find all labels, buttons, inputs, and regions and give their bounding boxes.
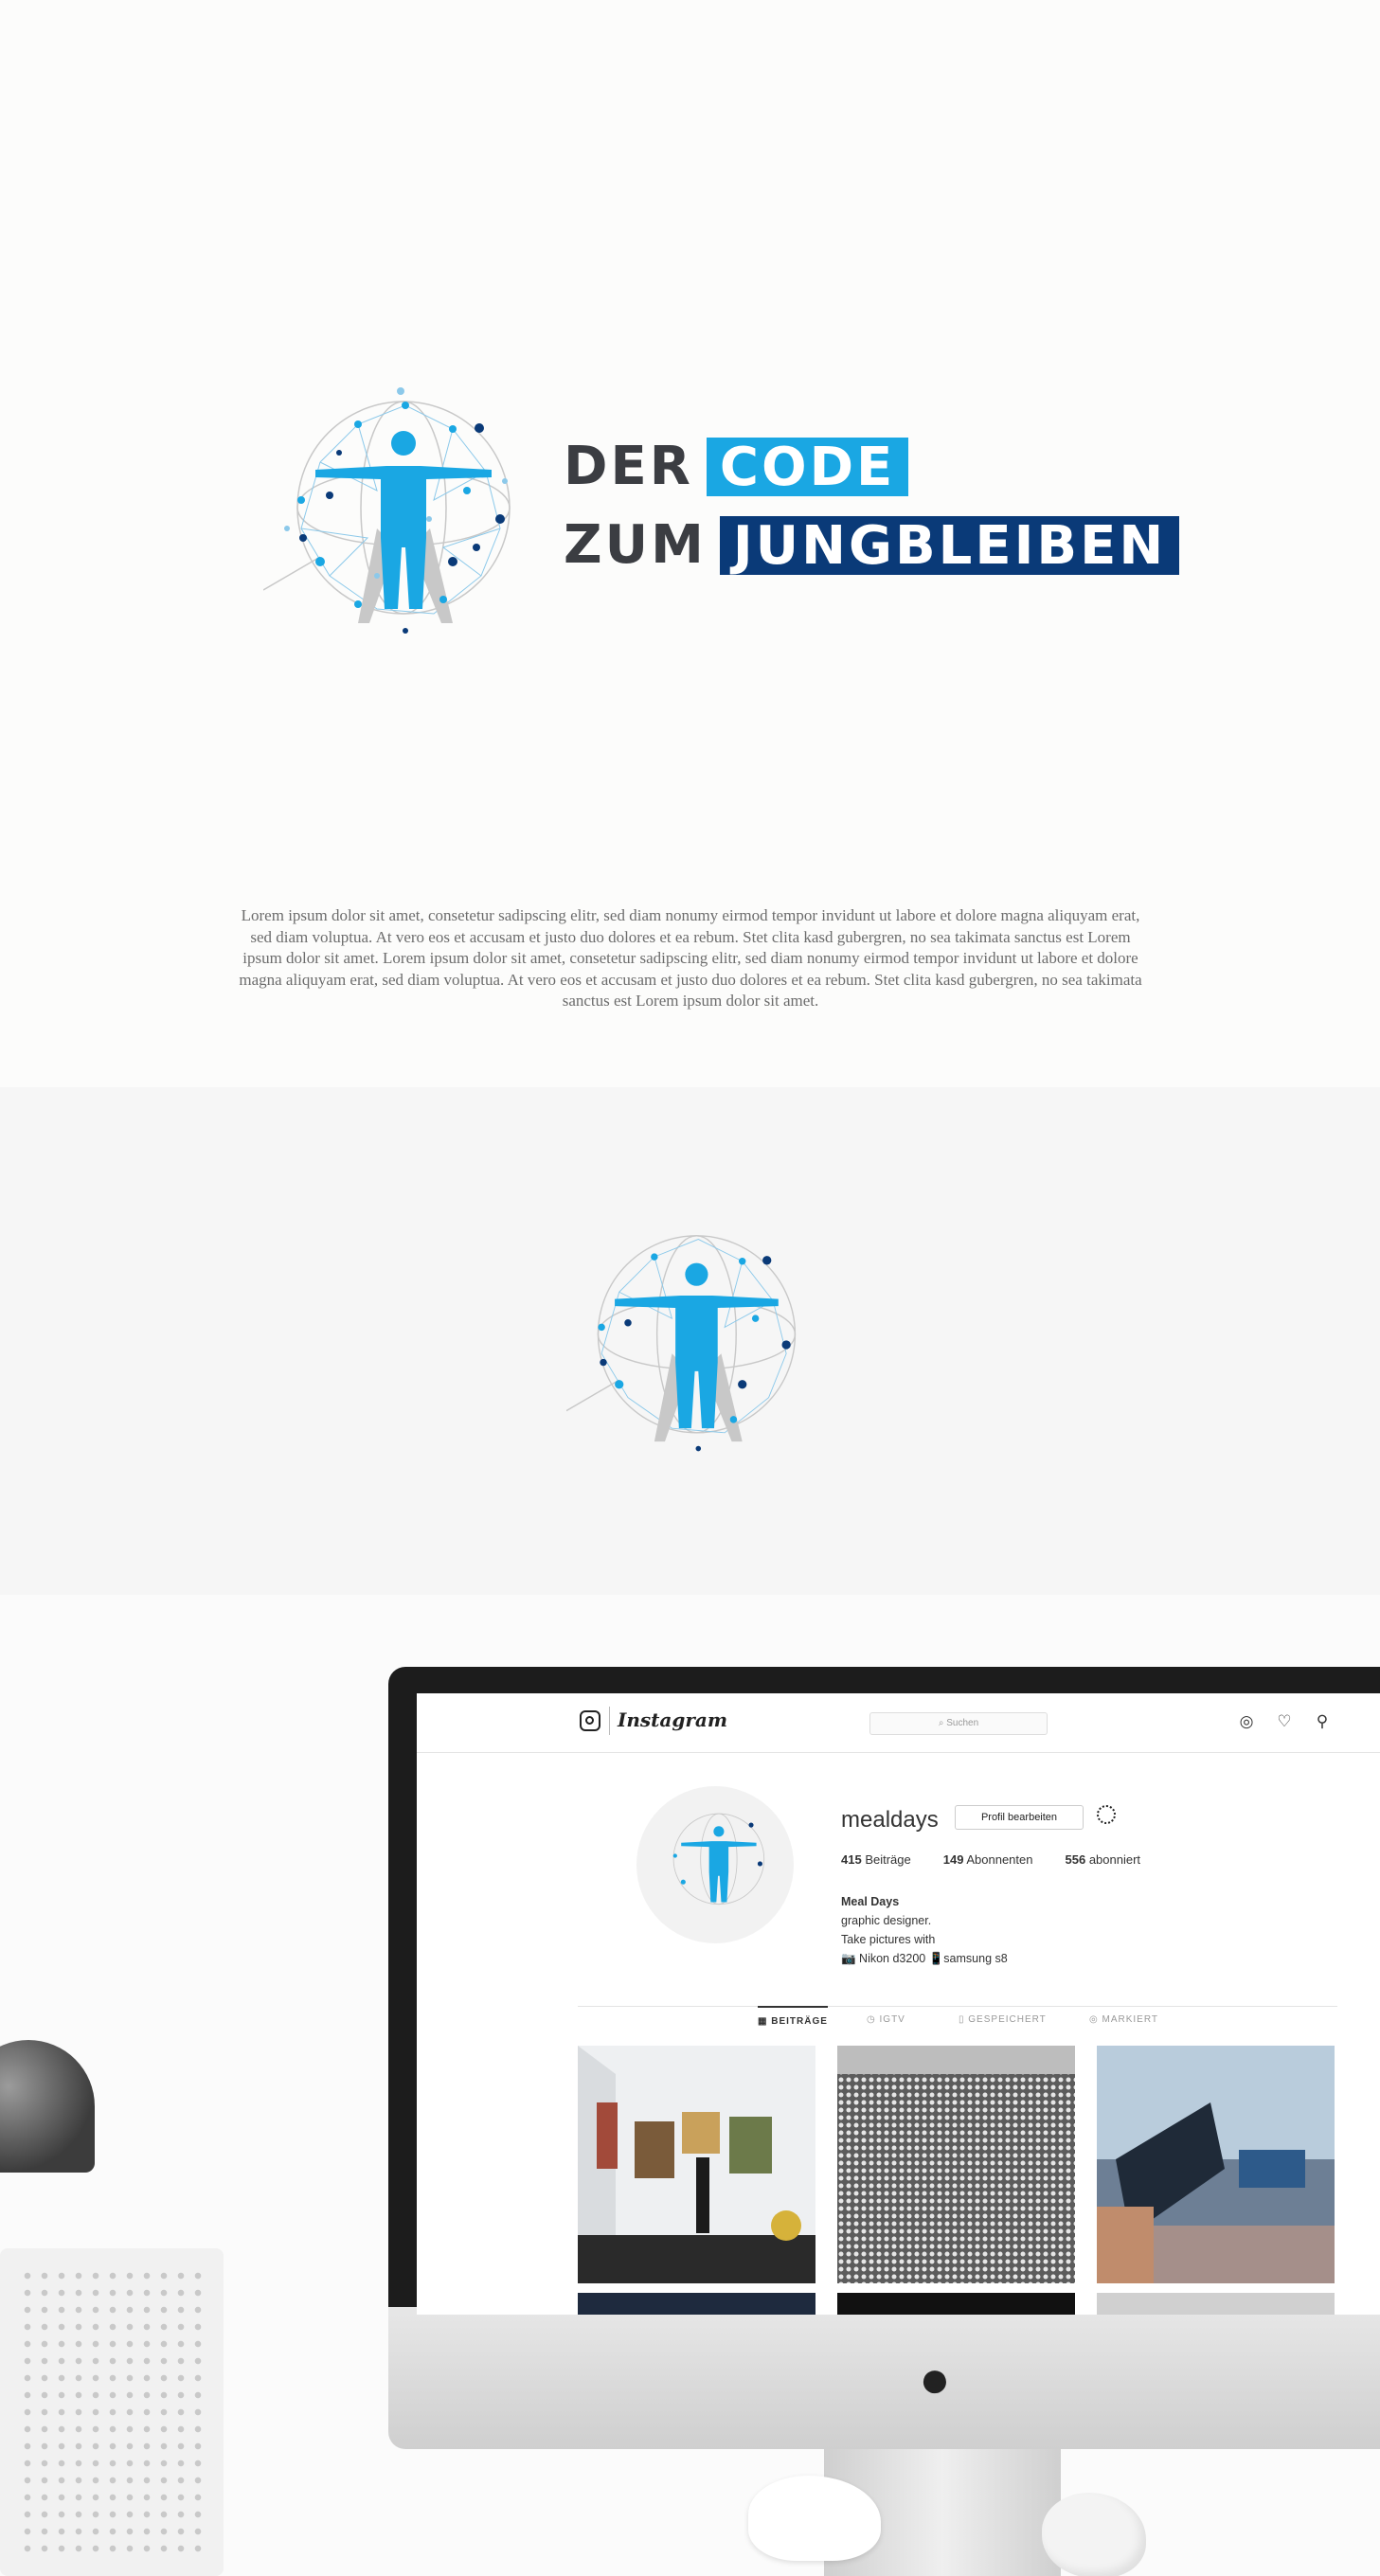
post-thumbnail[interactable] — [578, 2293, 815, 2315]
bio-name: Meal Days — [841, 1895, 900, 1908]
lorem-paragraph: Lorem ipsum dolor sit amet, consetetur sadipscing elitr, sed diam nonumy eirmod tempor invidunt ut labore et dolore magna aliquyam erat, sed diam voluptua. At vero eos et accusam et justo duo dolores et ea rebum. Stet clita kasd gubergren, no sea takimata sanctus est Lorem ipsum dolor sit amet. Lorem ipsum dolor sit amet, consetetur sadipscing elitr, sed diam nonumy eirmod tempor invidunt ut labore et dolore magna aliquyam erat, sed diam voluptua. At vero eos et accusam et justo duo dolores et ea rebum. Stet clita kasd gubergren, no sea takimata sanctus est Lorem ipsum dolor sit amet. — [239, 906, 1142, 1010]
search-placeholder: Suchen — [946, 1718, 979, 1728]
profile-username: mealdays — [841, 1807, 939, 1833]
heart-icon[interactable]: ♡ — [1277, 1712, 1292, 1730]
stat-following[interactable]: 556 abonniert — [1065, 1852, 1141, 1867]
instagram-wordmark[interactable]: Instagram — [618, 1708, 727, 1731]
edit-profile-button[interactable]: Profil bearbeiten — [955, 1805, 1084, 1830]
apple-icon: ● — [919, 2349, 951, 2408]
instagram-camera-icon[interactable] — [580, 1710, 600, 1731]
profile-tabs — [578, 2006, 1337, 2035]
wordmark-zum: ZUM — [564, 514, 707, 576]
post-thumbnail[interactable] — [1097, 2046, 1335, 2283]
tab-saved[interactable]: ▯ GESPEICHERT — [959, 2014, 1047, 2025]
compass-icon[interactable]: ◎ — [1239, 1712, 1254, 1730]
bio-line-3: 📷 Nikon d3200 📱samsung s8 — [841, 1952, 1008, 1965]
profile-stats — [841, 1852, 1140, 1867]
tab-tagged[interactable]: ◎ MARKIERT — [1089, 2014, 1159, 2025]
settings-gear-icon[interactable] — [1097, 1805, 1116, 1824]
instagram-screen — [417, 1693, 1380, 2315]
instagram-topbar — [417, 1693, 1380, 1753]
post-thumbnail[interactable] — [837, 2046, 1075, 2283]
wordmark-line-1 — [564, 436, 1179, 498]
bio-line-1: graphic designer. — [841, 1914, 932, 1927]
brand-wordmark — [564, 436, 1179, 593]
post-thumbnail[interactable] — [1097, 2293, 1335, 2315]
logo-section — [0, 0, 1380, 1087]
wordmark-jungbleiben: JUNGBLEIBEN — [720, 516, 1179, 575]
icon-section — [0, 1087, 1380, 1595]
wordmark-code: CODE — [707, 438, 908, 496]
post-thumbnail[interactable] — [837, 2293, 1075, 2315]
mockup-section — [0, 1595, 1380, 2576]
crumpled-paper — [1042, 2493, 1146, 2576]
vitruvian-globe-logo — [263, 386, 529, 637]
wordmark-der: DER — [564, 436, 693, 497]
stat-followers[interactable]: 149 Abonnenten — [942, 1852, 1033, 1867]
search-input[interactable]: ⌕ Suchen — [869, 1712, 1048, 1735]
desk-lamp — [0, 2040, 95, 2173]
tab-posts[interactable]: ▦ BEITRÄGE — [758, 2006, 828, 2027]
user-icon[interactable]: ⚲ — [1316, 1712, 1329, 1730]
monitor-chin — [388, 2307, 1380, 2449]
avatar-logo-icon — [636, 1786, 794, 1943]
tab-igtv[interactable]: ◷ IGTV — [867, 2014, 905, 2025]
post-thumbnail[interactable] — [578, 2046, 815, 2283]
bio-line-2: Take pictures with — [841, 1933, 936, 1946]
wordmark-line-2 — [564, 514, 1179, 577]
avatar[interactable] — [636, 1786, 794, 1943]
vitruvian-globe-icon — [566, 1220, 813, 1457]
stat-posts: 415 Beiträge — [841, 1852, 911, 1867]
profile-bio — [841, 1892, 1008, 1968]
pen-holder — [0, 2248, 224, 2576]
